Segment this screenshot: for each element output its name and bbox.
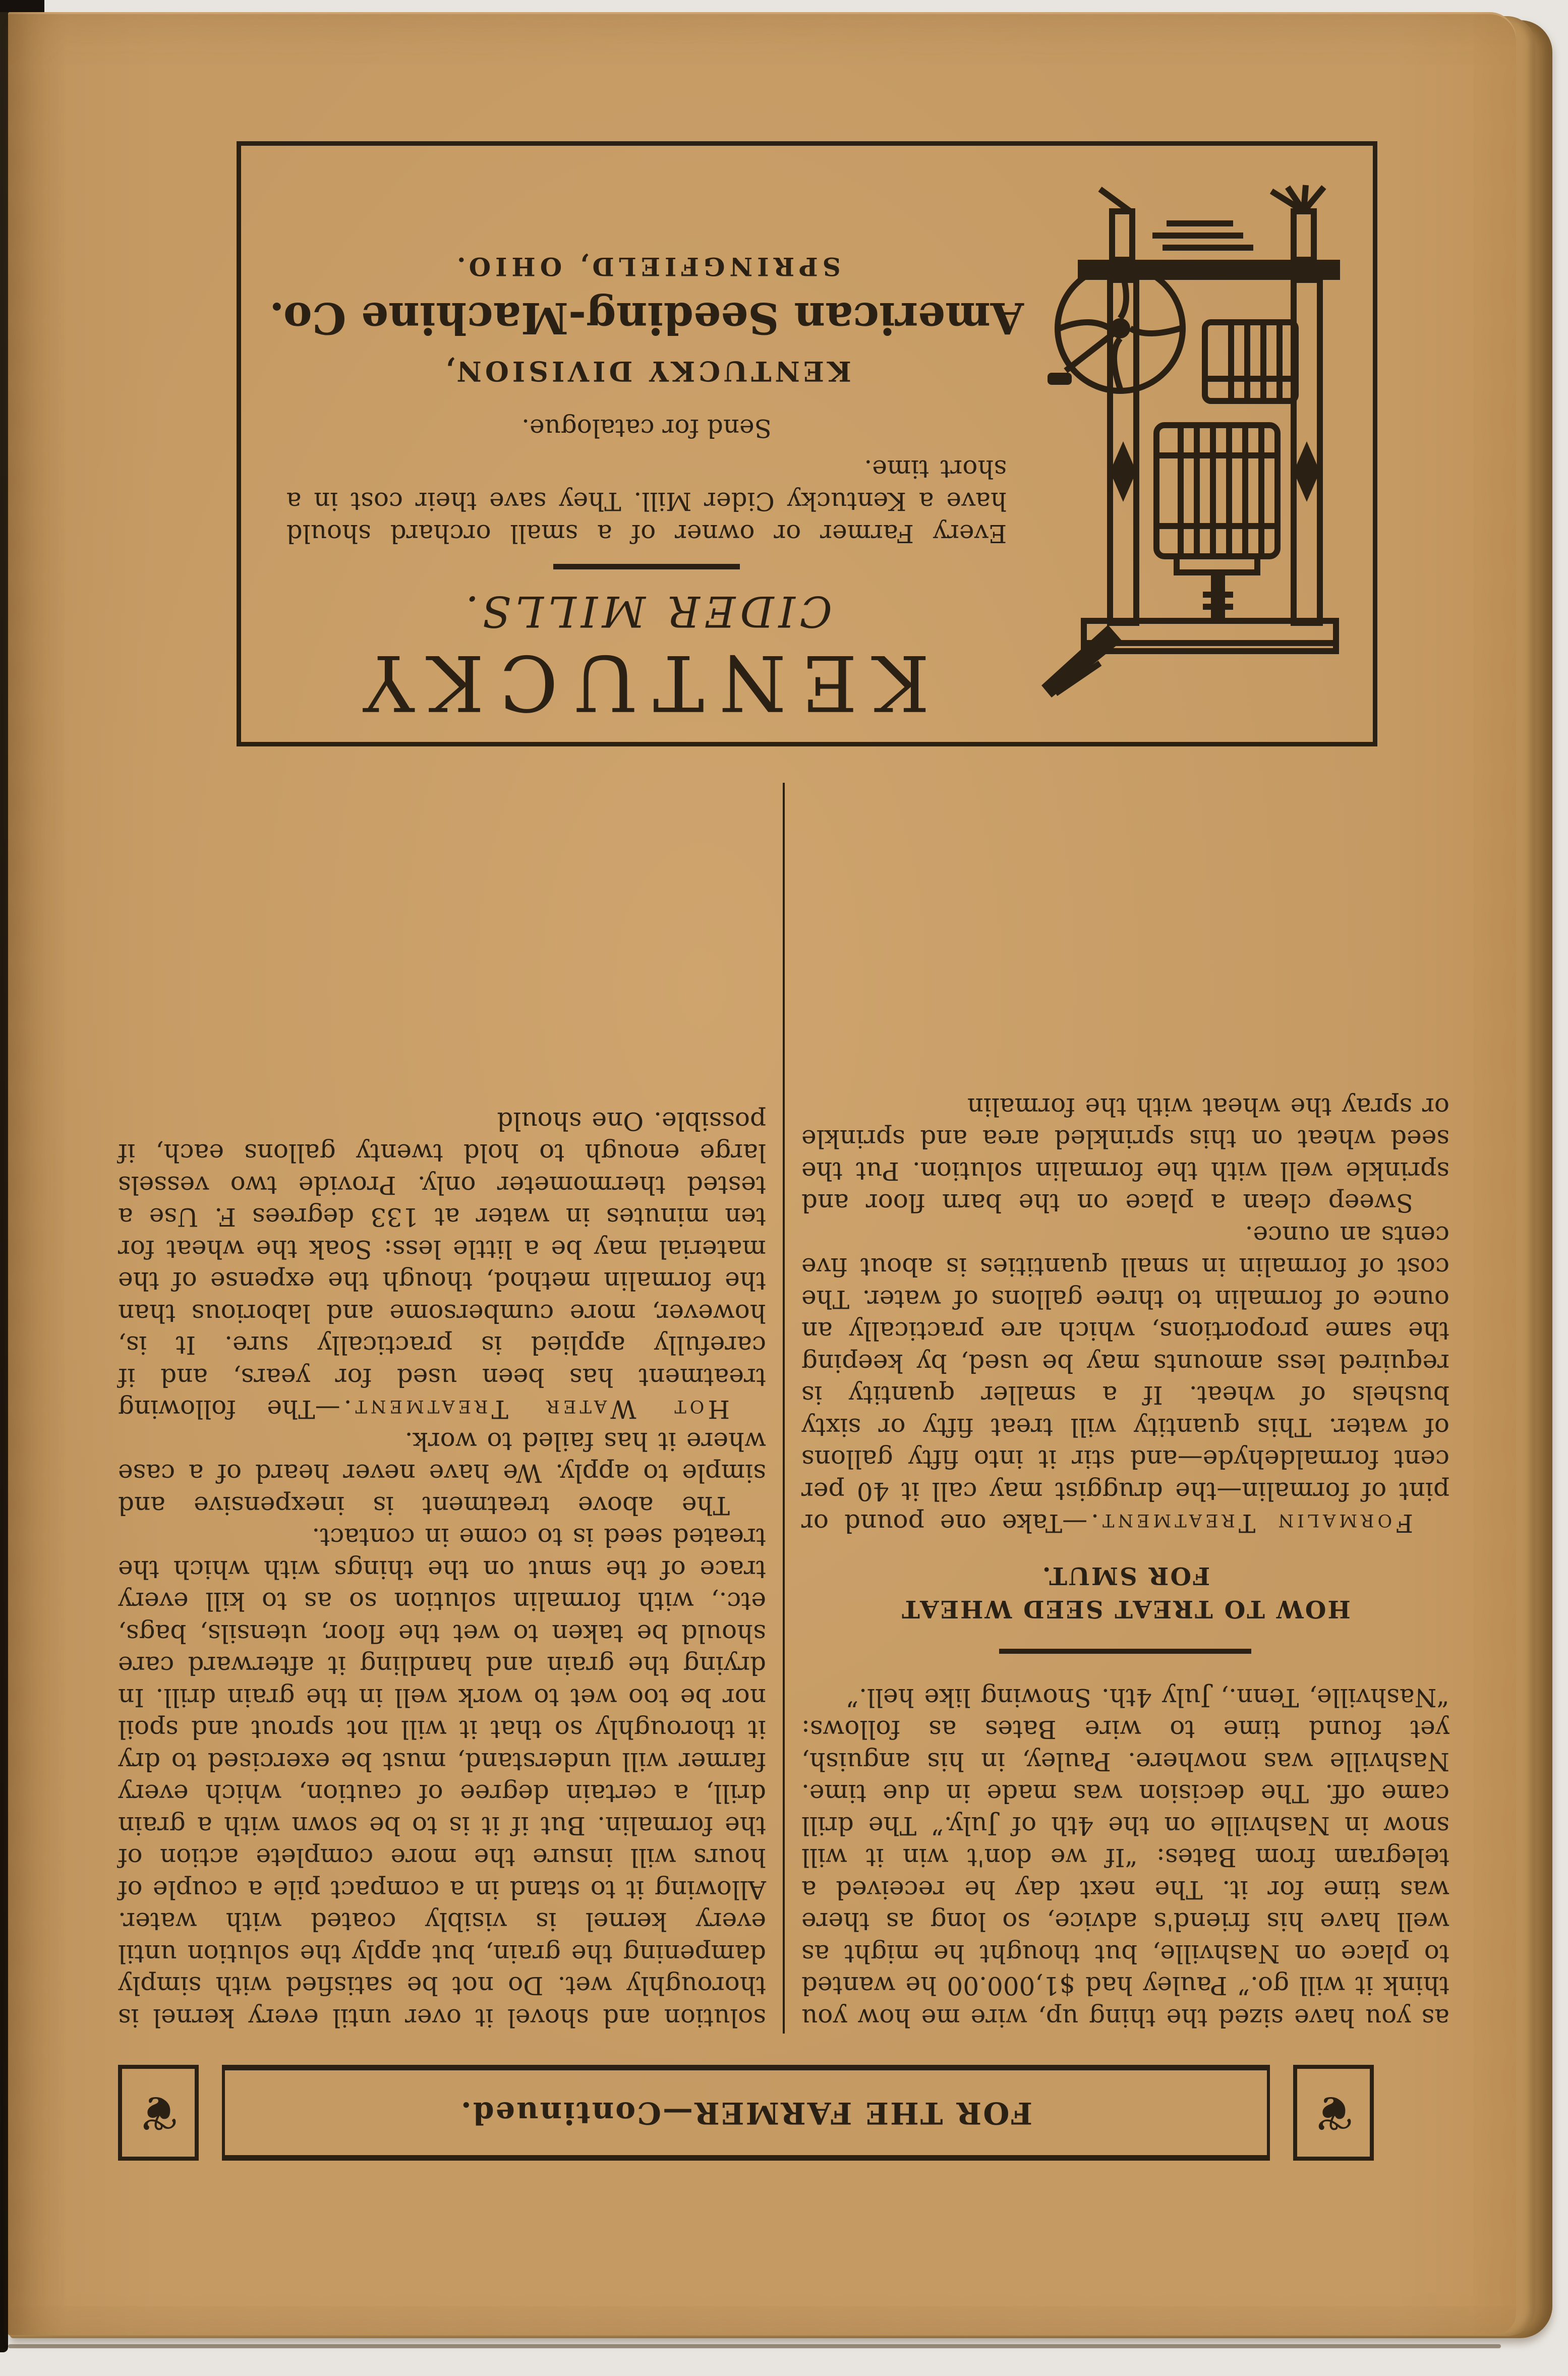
- hot-water-treatment-paragraph: [118, 1105, 766, 1425]
- cider-mill-press-icon: [1041, 184, 1354, 704]
- fleuron-ornament-icon: ❦: [138, 2084, 179, 2141]
- cider-mills-ad-text: [259, 160, 1034, 728]
- book-binding-edge: [0, 12, 8, 2352]
- ornament-box-right: [118, 2065, 199, 2161]
- ad-location-line: SPRINGFIELD, OHIO.: [452, 252, 841, 281]
- story-continuation-paragraph: as you have sized the thing up, wire me how you think it will go.” Pauley had $1,000.00 he wanted to place on Nashville, but thought he might as well have his friend's advice, so long as there was time for it. The next day he received a telegram from Bates: “If we don't win it will snow in Nashville on the 4th of July.” The drill came off. The decision was made in due time. Nashville was nowhere. Pauley, in his anguish, yet found time to wire Bates as follows: “Nashville, Tenn., July 4th. Snowing like hell.”: [801, 1683, 1449, 2033]
- solution-continuation-paragraph: solution and shovel it over until every kernel is thoroughly wet. Do not be satisfied with simply dampening the grain, but apply the solution until every kernel is visibly coated with water. Allowing it to stand in a compact pile a couple of hours will insure the more complete action of the formalin. But if it is to be sown with a grain drill, a certain degree of caution, which every farmer will understand, must be exercised to dry it thoroughly so that it will not sprout and spoil nor be too wet to work well in the grain drill. In drying the grain and handling it afterward care should be taken to wet the floor, utensils, bags, etc., with formalin solution so as to kill every trace of the smut on the things with which the treated seed is to come in contact.: [118, 1523, 766, 2033]
- column-divider-rule: [783, 783, 785, 2034]
- formalin-treatment-paragraph: [801, 1219, 1449, 1539]
- ad-body-copy: Every Farmer or owner of a small orchard should have a Kentucky Cider Mill. They save their cost in a short time.: [286, 454, 1007, 548]
- masthead-row: [118, 2065, 1374, 2161]
- page-bottom-shadow: [8, 2344, 1501, 2348]
- article-columns: [117, 783, 1449, 2034]
- section-rule: [1000, 1649, 1252, 1654]
- ad-catalogue-line: Send for catalogue.: [521, 414, 772, 443]
- formalin-treatment-lead: Formalin Treatment.: [1087, 1509, 1413, 1538]
- sweep-clean-paragraph: Sweep clean a place on the barn floor and sprinkle well with the formalin solution. Put the seed wheat on this sprinkled area and sprinkle or spray the wheat with the formalin: [801, 1092, 1449, 1218]
- ad-company-name: American Seeding-Machine Co.: [269, 293, 1024, 343]
- section-heading-line2: FOR SMUT.: [1040, 1561, 1210, 1590]
- hot-water-treatment-text: —The following treatment has been used for years, and if carefully applied is practically sure. It is, however, more cumbersome and laborious than the formalin method, though the expense of the material may be a little less: Soak the wheat for ten minutes in water at 133 degrees F. Use a tested thermometer only. Provide two vessels large enough to hold twenty gallons each, if possible. One should: [118, 1107, 766, 1424]
- ad-brand-name: KENTUCKY: [348, 638, 930, 727]
- masthead-box: [222, 2065, 1270, 2161]
- above-treatment-paragraph: The above treatment is inexpensive and simple to apply. We have never heard of a case where it has failed to work.: [118, 1427, 766, 1520]
- cider-mill-illustration: [1034, 160, 1362, 728]
- page-paper: [8, 12, 1516, 2335]
- page-title: FOR THE FARMER—Continued.: [459, 2095, 1033, 2130]
- column-right: [118, 783, 766, 2034]
- cider-mills-ad-box: [237, 141, 1377, 746]
- hot-water-treatment-lead: Hot Water Treatment.: [340, 1395, 730, 1424]
- column-left: [801, 783, 1449, 2034]
- section-heading-line1: HOW TO TREAT SEED WHEAT: [900, 1595, 1351, 1624]
- ornament-box-left: [1293, 2065, 1374, 2161]
- upside-down-page-content: [8, 12, 1516, 2335]
- ad-division-line: KENTUCKY DIVISION,: [442, 355, 851, 387]
- fleuron-ornament-icon: ❦: [1313, 2084, 1354, 2141]
- ad-product-name: CIDER MILLS.: [460, 587, 833, 636]
- ad-rule: [553, 564, 740, 569]
- formalin-treatment-text: —Take one pound or pint of formalin—the druggist may call it 40 per cent formaldehyde—and stir it into fifty gallons of water. This quantity will treat fifty or sixty bushels of wheat. If a smaller quantity is required less amounts may be used, by keeping the same proportions, which are practically an ounce of formalin to three gallons of water. The cost of formalin in small quantities is about five cents an ounce.: [801, 1220, 1449, 1538]
- section-heading: [817, 1559, 1434, 1626]
